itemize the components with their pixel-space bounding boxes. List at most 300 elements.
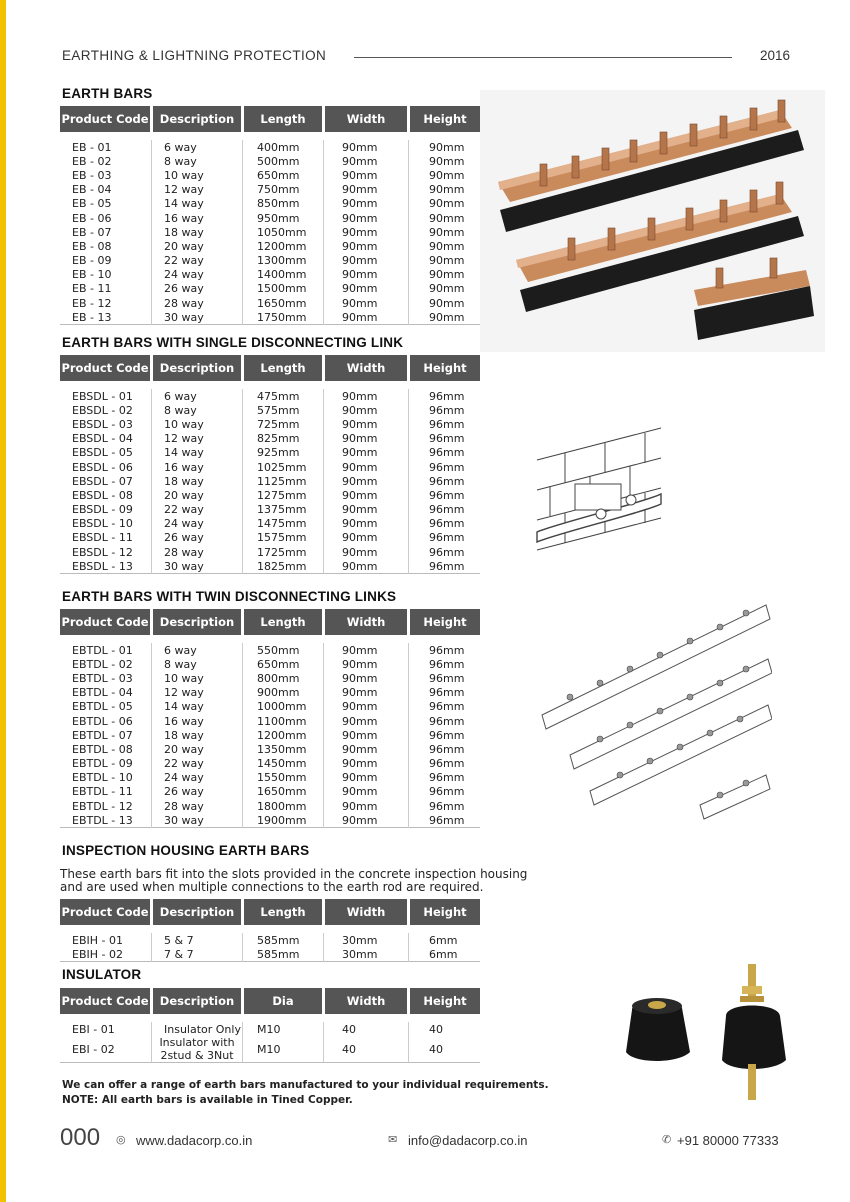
cell-length: 1200mm xyxy=(243,728,324,742)
table-row xyxy=(60,933,480,947)
cell-product-code: EBTDL - 04 xyxy=(60,686,152,700)
cell-description: 8 way xyxy=(152,154,243,168)
cell-product-code: EB - 03 xyxy=(60,168,152,182)
table-row xyxy=(60,474,480,488)
column-header-product-code: Product Code xyxy=(60,988,152,1014)
cell-width: 40 xyxy=(324,1036,409,1063)
cell-length: 1475mm xyxy=(243,517,324,531)
cell-length: 1450mm xyxy=(243,757,324,771)
cell-width: 90mm xyxy=(324,154,409,168)
cell-length: 750mm xyxy=(243,183,324,197)
cell-description: 5 & 7 xyxy=(152,933,243,947)
table-row xyxy=(60,197,480,211)
cell-width: 90mm xyxy=(324,799,409,813)
cell-product-code: EBTDL - 13 xyxy=(60,813,152,828)
cell-width: 90mm xyxy=(324,714,409,728)
cell-height: 40 xyxy=(429,1022,443,1036)
table-row xyxy=(60,714,480,728)
cell-description: 26 way xyxy=(152,785,243,799)
cell-length: 475mm xyxy=(243,389,324,403)
table-row xyxy=(60,643,480,657)
cell-width: 90mm xyxy=(324,671,409,685)
cell-height: 90mm xyxy=(429,268,465,282)
table-row xyxy=(60,389,480,403)
cell-length: 1275mm xyxy=(243,488,324,502)
cell-height: 96mm xyxy=(429,799,465,813)
column-header-description: Description xyxy=(152,609,243,635)
cell-width: 90mm xyxy=(324,239,409,253)
cell-height: 90mm xyxy=(429,183,465,197)
cell-description: 14 way xyxy=(152,700,243,714)
cell-height: 96mm xyxy=(429,671,465,685)
cell-height: 96mm xyxy=(429,545,465,559)
cell-length: 1025mm xyxy=(243,460,324,474)
cell-length: 1825mm xyxy=(243,559,324,574)
column-header-product-code: Product Code xyxy=(60,609,152,635)
cell-height: 90mm xyxy=(429,197,465,211)
cell-height: 96mm xyxy=(429,742,465,756)
cell-height: 96mm xyxy=(429,517,465,531)
cell-length: 1000mm xyxy=(243,700,324,714)
cell-width: 90mm xyxy=(324,757,409,771)
table-row xyxy=(60,239,480,253)
table-row xyxy=(60,282,480,296)
cell-height: 96mm xyxy=(429,657,465,671)
cell-product-code: EB - 06 xyxy=(60,211,152,225)
column-header-width: Width xyxy=(324,988,409,1014)
cell-length: 1800mm xyxy=(243,799,324,813)
cell-height: 90mm xyxy=(429,211,465,225)
cell-description: 30 way xyxy=(152,813,243,828)
table-row xyxy=(60,686,480,700)
table-row xyxy=(60,488,480,502)
cell-product-code: EB - 01 xyxy=(60,140,152,154)
cell-height: 96mm xyxy=(429,474,465,488)
table-row xyxy=(60,460,480,474)
header-title: EARTHING & LIGHTNING PROTECTION xyxy=(62,48,327,63)
cell-height: 90mm xyxy=(429,296,465,310)
cell-height: 96mm xyxy=(429,559,465,573)
cell-product-code: EB - 05 xyxy=(60,197,152,211)
cell-product-code: EB - 11 xyxy=(60,282,152,296)
cell-description: 8 way xyxy=(152,657,243,671)
cell-product-code: EBTDL - 03 xyxy=(60,671,152,685)
cell-description: 16 way xyxy=(152,460,243,474)
cell-height: 96mm xyxy=(429,771,465,785)
table-row xyxy=(60,757,480,771)
cell-height: 6mm xyxy=(429,933,458,947)
page-footer xyxy=(60,1124,800,1154)
table-row xyxy=(60,268,480,282)
cell-height: 96mm xyxy=(429,488,465,502)
website-link[interactable]: www.dadacorp.co.in xyxy=(136,1133,253,1148)
cell-width: 90mm xyxy=(324,728,409,742)
table-row xyxy=(60,310,480,325)
cell-length: 950mm xyxy=(243,211,324,225)
cell-product-code: EBTDL - 02 xyxy=(60,657,152,671)
cell-length: 650mm xyxy=(243,168,324,182)
insulator-with-studs xyxy=(722,964,786,1100)
inspection-table xyxy=(60,899,480,962)
cell-height: 90mm xyxy=(429,254,465,268)
cell-length: M10 xyxy=(243,1036,324,1063)
page-number: 000 xyxy=(60,1124,101,1151)
cell-width: 90mm xyxy=(324,282,409,296)
cell-description: 16 way xyxy=(152,714,243,728)
column-header-product-code: Product Code xyxy=(60,355,152,381)
column-header-width: Width xyxy=(324,609,409,635)
column-header-length: Dia xyxy=(243,988,324,1014)
cell-length: 1400mm xyxy=(243,268,324,282)
cell-length: 1050mm xyxy=(243,225,324,239)
column-header-length: Length xyxy=(243,355,324,381)
cell-description: 22 way xyxy=(152,503,243,517)
email-icon: ✉ xyxy=(388,1134,398,1146)
cell-length: 1550mm xyxy=(243,771,324,785)
table-row xyxy=(60,1036,480,1063)
cell-product-code: EBSDL - 01 xyxy=(60,389,152,403)
column-header-description: Description xyxy=(152,355,243,381)
cell-length: 1100mm xyxy=(243,714,324,728)
cell-description: 28 way xyxy=(152,799,243,813)
cell-description: 20 way xyxy=(152,742,243,756)
cell-width: 90mm xyxy=(324,225,409,239)
cell-height: 90mm xyxy=(429,168,465,182)
cell-product-code: EB - 08 xyxy=(60,239,152,253)
phone-icon: ✆ xyxy=(662,1134,672,1146)
cell-height: 90mm xyxy=(429,310,465,324)
cell-product-code: EB - 04 xyxy=(60,183,152,197)
column-header-height: Height xyxy=(409,988,481,1014)
table-row xyxy=(60,799,480,813)
cell-description: 7 & 7 xyxy=(152,947,243,962)
cell-height: 90mm xyxy=(429,140,465,154)
table-row xyxy=(60,254,480,268)
cell-product-code: EBSDL - 13 xyxy=(60,559,152,574)
cell-product-code: EB - 10 xyxy=(60,268,152,282)
page-header xyxy=(62,48,794,68)
table-row xyxy=(60,657,480,671)
cell-width: 90mm xyxy=(324,517,409,531)
cell-length: 1650mm xyxy=(243,785,324,799)
cell-product-code: EBTDL - 01 xyxy=(60,643,152,657)
insulator-title: INSULATOR xyxy=(62,967,142,982)
cell-product-code: EBSDL - 09 xyxy=(60,503,152,517)
cell-width: 90mm xyxy=(324,140,409,154)
cell-height: 96mm xyxy=(429,503,465,517)
cell-height: 96mm xyxy=(429,757,465,771)
table-row xyxy=(60,517,480,531)
table-row xyxy=(60,813,480,828)
cell-height: 96mm xyxy=(429,389,465,403)
cell-description: 12 way xyxy=(152,183,243,197)
cell-length: 585mm xyxy=(243,933,324,947)
disconnecting-link-drawing xyxy=(535,420,665,572)
cell-product-code: EB - 07 xyxy=(60,225,152,239)
cell-length: 1900mm xyxy=(243,813,324,828)
phone-number[interactable]: +91 80000 77333 xyxy=(677,1133,779,1148)
cell-height: 90mm xyxy=(429,282,465,296)
column-header-width: Width xyxy=(324,355,409,381)
table-row xyxy=(60,1022,480,1036)
cell-width: 90mm xyxy=(324,531,409,545)
cell-product-code: EBSDL - 04 xyxy=(60,432,152,446)
cell-width: 90mm xyxy=(324,771,409,785)
single-link-title: EARTH BARS WITH SINGLE DISCONNECTING LINK xyxy=(62,335,404,350)
table-row xyxy=(60,140,480,154)
cell-height: 96mm xyxy=(429,700,465,714)
cell-width: 30mm xyxy=(324,947,409,962)
cell-product-code: EBIH - 01 xyxy=(60,933,152,947)
table-row xyxy=(60,531,480,545)
cell-length: 900mm xyxy=(243,686,324,700)
page-side-stripe xyxy=(0,0,6,1202)
cell-width: 90mm xyxy=(324,503,409,517)
column-header-height: Height xyxy=(409,609,481,635)
cell-description: 24 way xyxy=(152,517,243,531)
cell-width: 90mm xyxy=(324,686,409,700)
cell-description: 16 way xyxy=(152,211,243,225)
cell-width: 90mm xyxy=(324,742,409,756)
table-row xyxy=(60,559,480,574)
cell-description: 28 way xyxy=(152,296,243,310)
table-row xyxy=(60,728,480,742)
cell-description: 18 way xyxy=(152,474,243,488)
twin-link-bars-drawing xyxy=(540,585,772,823)
cell-product-code: EBSDL - 08 xyxy=(60,488,152,502)
table-row xyxy=(60,785,480,799)
cell-product-code: EBTDL - 10 xyxy=(60,771,152,785)
cell-description: 12 way xyxy=(152,686,243,700)
cell-length: 800mm xyxy=(243,671,324,685)
cell-description: 18 way xyxy=(152,728,243,742)
cell-description: 26 way xyxy=(152,531,243,545)
insulator-table xyxy=(60,988,480,1063)
cell-width: 40 xyxy=(324,1022,409,1036)
cell-width: 90mm xyxy=(324,403,409,417)
table-row xyxy=(60,771,480,785)
cell-description: 20 way xyxy=(152,239,243,253)
cell-description: 10 way xyxy=(152,417,243,431)
cell-width: 90mm xyxy=(324,432,409,446)
column-header-product-code: Product Code xyxy=(60,899,152,925)
cell-length: 925mm xyxy=(243,446,324,460)
table-row xyxy=(60,296,480,310)
cell-width: 90mm xyxy=(324,268,409,282)
cell-description: 8 way xyxy=(152,403,243,417)
cell-description: 26 way xyxy=(152,282,243,296)
globe-icon: ◎ xyxy=(116,1134,126,1146)
cell-description: Insulator with 2stud & 3Nut xyxy=(152,1036,243,1063)
cell-width: 90mm xyxy=(324,785,409,799)
inspection-description: These earth bars fit into the slots provided in the concrete inspection housing and are used when multiple connections to the earth rod are required. xyxy=(60,867,528,894)
cell-product-code: EBSDL - 06 xyxy=(60,460,152,474)
cell-product-code: EBTDL - 05 xyxy=(60,700,152,714)
cell-description: 24 way xyxy=(152,268,243,282)
cell-length: 550mm xyxy=(243,643,324,657)
cell-description: 10 way xyxy=(152,671,243,685)
cell-width: 90mm xyxy=(324,183,409,197)
cell-description: 18 way xyxy=(152,225,243,239)
cell-description: 20 way xyxy=(152,488,243,502)
cell-height: 90mm xyxy=(429,154,465,168)
table-row xyxy=(60,225,480,239)
earth-bars-photo xyxy=(480,90,825,352)
cell-product-code: EBTDL - 08 xyxy=(60,742,152,756)
table-row xyxy=(60,742,480,756)
table-row xyxy=(60,503,480,517)
cell-length: 1650mm xyxy=(243,296,324,310)
column-header-width: Width xyxy=(324,899,409,925)
table-row xyxy=(60,947,480,962)
cell-length: 575mm xyxy=(243,403,324,417)
cell-width: 90mm xyxy=(324,254,409,268)
earth-bars-table xyxy=(60,106,480,325)
cell-product-code: EBIH - 02 xyxy=(60,947,152,962)
twin-links-title: EARTH BARS WITH TWIN DISCONNECTING LINKS xyxy=(62,589,397,604)
cell-description: 6 way xyxy=(152,643,243,657)
cell-length: M10 xyxy=(243,1022,324,1036)
cell-length: 650mm xyxy=(243,657,324,671)
header-divider xyxy=(354,57,732,58)
cell-height: 96mm xyxy=(429,417,465,431)
cell-product-code: EBSDL - 05 xyxy=(60,446,152,460)
cell-height: 96mm xyxy=(429,460,465,474)
cell-description: 10 way xyxy=(152,168,243,182)
earth-bars-title: EARTH BARS xyxy=(62,86,153,101)
cell-description: 14 way xyxy=(152,197,243,211)
table-row xyxy=(60,432,480,446)
cell-product-code: EBSDL - 10 xyxy=(60,517,152,531)
cell-width: 90mm xyxy=(324,700,409,714)
cell-width: 90mm xyxy=(324,474,409,488)
table-row xyxy=(60,154,480,168)
cell-height: 96mm xyxy=(429,403,465,417)
cell-product-code: EBI - 02 xyxy=(60,1036,152,1063)
cell-height: 96mm xyxy=(429,446,465,460)
table-row xyxy=(60,403,480,417)
cell-width: 90mm xyxy=(324,460,409,474)
cell-product-code: EBTDL - 11 xyxy=(60,785,152,799)
cell-width: 90mm xyxy=(324,296,409,310)
header-year: 2016 xyxy=(759,48,790,63)
cell-length: 825mm xyxy=(243,432,324,446)
cell-product-code: EBSDL - 03 xyxy=(60,417,152,431)
column-header-length: Length xyxy=(243,609,324,635)
cell-product-code: EB - 12 xyxy=(60,296,152,310)
column-header-height: Height xyxy=(409,899,481,925)
cell-width: 90mm xyxy=(324,197,409,211)
column-header-description: Description xyxy=(152,106,243,132)
cell-height: 96mm xyxy=(429,432,465,446)
cell-height: 96mm xyxy=(429,643,465,657)
cell-description: 22 way xyxy=(152,757,243,771)
cell-description: 6 way xyxy=(152,389,243,403)
cell-length: 1500mm xyxy=(243,282,324,296)
cell-width: 90mm xyxy=(324,310,409,325)
table-row xyxy=(60,183,480,197)
table-row xyxy=(60,446,480,460)
insulator-only xyxy=(626,998,690,1061)
cell-product-code: EB - 09 xyxy=(60,254,152,268)
column-header-height: Height xyxy=(409,355,481,381)
cell-length: 850mm xyxy=(243,197,324,211)
cell-product-code: EBTDL - 09 xyxy=(60,757,152,771)
column-header-length: Length xyxy=(243,106,324,132)
column-header-description: Description xyxy=(152,988,243,1014)
cell-product-code: EBI - 01 xyxy=(60,1022,152,1036)
cell-width: 90mm xyxy=(324,389,409,403)
cell-height: 96mm xyxy=(429,785,465,799)
cell-width: 90mm xyxy=(324,545,409,559)
cell-length: 1725mm xyxy=(243,545,324,559)
cell-height: 96mm xyxy=(429,531,465,545)
table-row xyxy=(60,417,480,431)
twin-links-table xyxy=(60,609,480,828)
cell-description: 6 way xyxy=(152,140,243,154)
cell-description: 14 way xyxy=(152,446,243,460)
cell-length: 1300mm xyxy=(243,254,324,268)
cell-length: 1750mm xyxy=(243,310,324,325)
cell-height: 96mm xyxy=(429,714,465,728)
cell-height: 96mm xyxy=(429,728,465,742)
cell-height: 90mm xyxy=(429,239,465,253)
cell-height: 40 xyxy=(429,1042,443,1056)
cell-width: 90mm xyxy=(324,559,409,574)
table-row xyxy=(60,700,480,714)
table-row xyxy=(60,168,480,182)
cell-width: 90mm xyxy=(324,446,409,460)
cell-description: 28 way xyxy=(152,545,243,559)
cell-width: 90mm xyxy=(324,657,409,671)
cell-product-code: EB - 02 xyxy=(60,154,152,168)
email-link[interactable]: info@dadacorp.co.in xyxy=(408,1133,528,1148)
cell-length: 1125mm xyxy=(243,474,324,488)
column-header-height: Height xyxy=(409,106,481,132)
cell-product-code: EBSDL - 11 xyxy=(60,531,152,545)
cell-width: 30mm xyxy=(324,933,409,947)
column-header-product-code: Product Code xyxy=(60,106,152,132)
cell-description: 30 way xyxy=(152,310,243,325)
cell-width: 90mm xyxy=(324,168,409,182)
cell-height: 6mm xyxy=(429,947,458,961)
note-line-2: NOTE: All earth bars is available in Tined Copper. xyxy=(62,1094,353,1106)
cell-description: Insulator Only xyxy=(152,1022,243,1036)
insulator-photo xyxy=(618,960,798,1105)
column-header-description: Description xyxy=(152,899,243,925)
cell-length: 725mm xyxy=(243,417,324,431)
column-header-length: Length xyxy=(243,899,324,925)
cell-height: 96mm xyxy=(429,813,465,827)
cell-length: 1200mm xyxy=(243,239,324,253)
column-header-width: Width xyxy=(324,106,409,132)
note-line-1: We can offer a range of earth bars manufactured to your individual requirements. xyxy=(62,1079,549,1091)
cell-description: 24 way xyxy=(152,771,243,785)
cell-product-code: EB - 13 xyxy=(60,310,152,325)
cell-width: 90mm xyxy=(324,813,409,828)
cell-product-code: EBSDL - 02 xyxy=(60,403,152,417)
cell-product-code: EBSDL - 07 xyxy=(60,474,152,488)
cell-length: 1350mm xyxy=(243,742,324,756)
cell-width: 90mm xyxy=(324,488,409,502)
cell-length: 500mm xyxy=(243,154,324,168)
single-link-table xyxy=(60,355,480,574)
cell-width: 90mm xyxy=(324,643,409,657)
cell-width: 90mm xyxy=(324,417,409,431)
table-row xyxy=(60,545,480,559)
table-row xyxy=(60,211,480,225)
cell-product-code: EBTDL - 12 xyxy=(60,799,152,813)
